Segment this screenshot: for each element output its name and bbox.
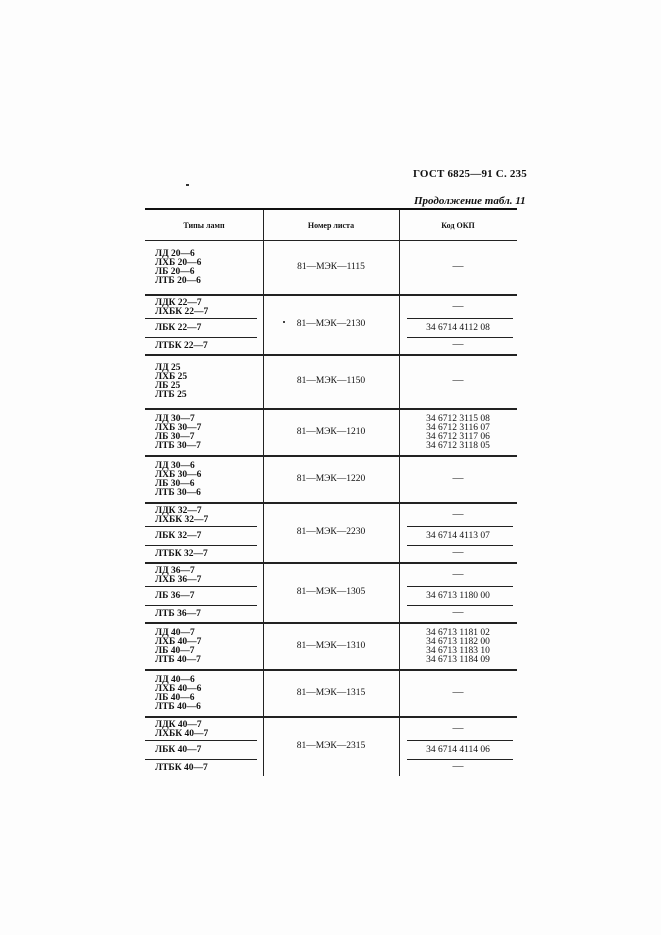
lamp-type: ЛБ 20—6 <box>155 267 195 277</box>
sheet-number-cell: 81—МЭК—2230 <box>296 527 366 537</box>
okp-code: 34 6714 4114 06 <box>426 745 490 755</box>
lamp-types-cell <box>155 364 187 400</box>
sheet-number-cell: 81—МЭК—2315 <box>296 741 366 751</box>
okp-code-cell <box>399 324 517 333</box>
row-rule <box>407 586 513 587</box>
okp-code: 34 6712 3118 05 <box>426 440 490 451</box>
row-rule <box>145 605 257 606</box>
lamp-type: ЛБ 30—7 <box>155 431 195 442</box>
lamp-type: ЛХБ 30—7 <box>155 422 202 433</box>
lamp-types-cell <box>155 676 201 712</box>
lamp-type: ЛТБК 32—7 <box>155 548 208 559</box>
lamp-types-cell <box>155 299 208 317</box>
row-rule <box>145 586 257 587</box>
okp-code-cell <box>399 415 517 451</box>
lamp-type: ЛХБ 30—6 <box>155 469 202 480</box>
lamp-type: ЛД 20—6 <box>155 249 195 259</box>
lamp-type: ЛД 40—6 <box>155 674 195 685</box>
lamp-type: ЛБ 40—6 <box>155 692 195 703</box>
group-rule <box>145 669 517 671</box>
lamp-types-cell <box>155 342 208 351</box>
okp-code: 34 6712 3115 08 <box>426 413 490 424</box>
sheet-number-cell: 81—МЭК—1220 <box>296 473 366 484</box>
okp-code: 34 6714 4112 08 <box>426 323 490 333</box>
row-rule <box>407 526 513 527</box>
okp-code: 34 6713 1182 00 <box>426 636 490 647</box>
okp-code-empty: — <box>452 721 464 734</box>
row-rule <box>145 337 257 338</box>
row-rule <box>145 740 257 741</box>
okp-code: 34 6712 3117 06 <box>426 431 490 442</box>
lamp-type: ЛДК 22—7 <box>155 297 202 308</box>
lamp-type: ЛТБ 30—7 <box>155 440 201 451</box>
okp-code: 34 6713 1184 09 <box>426 654 490 665</box>
sheet-number-cell: 81—МЭК—1310 <box>296 640 366 651</box>
lamp-type: ЛБК 22—7 <box>155 323 202 333</box>
lamp-type: ЛХБК 40—7 <box>155 728 209 739</box>
lamp-type: ЛХБ 36—7 <box>155 574 202 585</box>
row-rule <box>407 740 513 741</box>
group-rule <box>145 622 517 624</box>
okp-code-empty: — <box>452 606 464 618</box>
lamp-type: ЛТБ 40—7 <box>155 654 201 665</box>
group-rule <box>145 455 517 457</box>
lamp-types-cell <box>155 721 208 739</box>
lamp-types-cell <box>155 415 201 451</box>
group-rule <box>145 716 517 718</box>
okp-code-empty: — <box>452 260 464 272</box>
okp-code-empty: — <box>452 338 464 350</box>
sheet-number-cell: 81—МЭК—2130 <box>296 319 366 329</box>
lamp-type: ЛХБ 40—7 <box>155 636 202 647</box>
lamp-types-cell <box>155 324 201 333</box>
okp-code-cell <box>399 629 517 665</box>
lamp-types-cell <box>155 629 201 665</box>
okp-code: 34 6712 3116 07 <box>426 422 490 433</box>
okp-code: 34 6714 4113 07 <box>426 531 490 541</box>
column-header-types: Типы ламп <box>183 220 225 230</box>
group-rule <box>145 408 517 410</box>
lamp-types-cell <box>155 746 201 755</box>
row-rule <box>145 545 257 546</box>
okp-code: 34 6713 1180 00 <box>426 591 490 601</box>
column-header-sheet: Номер листа <box>307 220 355 230</box>
column-divider <box>263 210 264 776</box>
lamp-type: ЛТБ 30—6 <box>155 487 201 498</box>
page-header: ГОСТ 6825—91 С. 235 <box>413 168 527 180</box>
group-rule <box>145 502 517 504</box>
okp-code-cell <box>399 592 517 601</box>
lamp-type: ЛХБ 25 <box>155 372 188 382</box>
okp-code-empty: — <box>452 374 464 386</box>
column-divider <box>399 210 400 776</box>
lamp-type: ЛД 25 <box>155 363 181 373</box>
row-rule <box>145 759 257 760</box>
lamp-types-cell <box>155 532 201 541</box>
lamp-type: ЛТБ 40—6 <box>155 701 201 712</box>
sheet-number-cell: 81—МЭК—1210 <box>296 426 366 437</box>
sheet-number-cell: 81—МЭК—1115 <box>297 262 365 272</box>
lamp-type: ЛБ 40—7 <box>155 645 195 656</box>
okp-code-empty: — <box>452 546 464 558</box>
lamp-types-cell <box>155 507 208 525</box>
lamp-type: ЛТБ 36—7 <box>155 608 201 619</box>
okp-code-cell <box>399 746 517 755</box>
row-rule <box>145 526 257 527</box>
lamp-type: ЛХБ 20—6 <box>155 258 202 268</box>
okp-code: 34 6713 1183 10 <box>426 645 490 656</box>
sheet-number-cell: 81—МЭК—1150 <box>296 376 366 386</box>
row-rule <box>407 318 513 319</box>
lamp-type: ЛБК 32—7 <box>155 531 202 541</box>
okp-code-empty: — <box>452 299 464 312</box>
group-rule <box>145 294 517 296</box>
lamp-types-cell <box>155 764 208 773</box>
sheet-number-cell: 81—МЭК—1305 <box>296 587 366 597</box>
lamp-types-cell <box>155 250 201 286</box>
lamp-type: ЛБ 25 <box>155 381 181 391</box>
lamp-type: ЛД 36—7 <box>155 565 195 576</box>
lamp-types-cell <box>155 567 201 585</box>
okp-code-empty: — <box>452 567 464 580</box>
lamp-type: ЛБ 36—7 <box>155 591 195 601</box>
group-rule <box>145 354 517 356</box>
lamp-type: ЛБ 30—6 <box>155 478 195 489</box>
lamp-type: ЛХБК 32—7 <box>155 514 209 525</box>
lamp-type: ЛТБ 20—6 <box>155 276 201 286</box>
lamp-types-cell <box>155 610 201 619</box>
okp-code-empty: — <box>452 471 464 484</box>
lamp-type: ЛХБ 40—6 <box>155 683 202 694</box>
header-rule <box>145 240 517 241</box>
okp-code-empty: — <box>452 760 464 772</box>
lamp-type: ЛД 30—7 <box>155 413 195 424</box>
lamp-type: ЛДК 40—7 <box>155 719 202 730</box>
lamp-type: ЛБК 40—7 <box>155 745 202 755</box>
table-continuation-label: Продолжение табл. 11 <box>414 195 526 207</box>
lamp-type: ЛД 40—7 <box>155 627 195 638</box>
okp-code-empty: — <box>452 507 464 520</box>
lamp-type: ЛТБК 22—7 <box>155 340 208 351</box>
speck <box>186 184 189 186</box>
lamp-type: ЛТБ 25 <box>155 390 187 400</box>
lamp-type: ЛД 30—6 <box>155 460 195 471</box>
lamp-type: ЛХБК 22—7 <box>155 306 209 317</box>
okp-code-cell <box>399 532 517 541</box>
sheet-number-cell: 81—МЭК—1315 <box>296 687 366 698</box>
column-header-code: Код ОКП <box>441 220 475 230</box>
okp-code-empty: — <box>452 685 464 698</box>
lamp-type: ЛТБК 40—7 <box>155 762 208 773</box>
lamp-types-cell <box>155 462 201 498</box>
lamp-types-cell <box>155 592 194 601</box>
lamp-types-cell <box>155 550 208 559</box>
row-rule <box>145 318 257 319</box>
lamp-type: ЛДК 32—7 <box>155 505 202 516</box>
group-rule <box>145 562 517 564</box>
okp-code: 34 6713 1181 02 <box>426 627 490 638</box>
